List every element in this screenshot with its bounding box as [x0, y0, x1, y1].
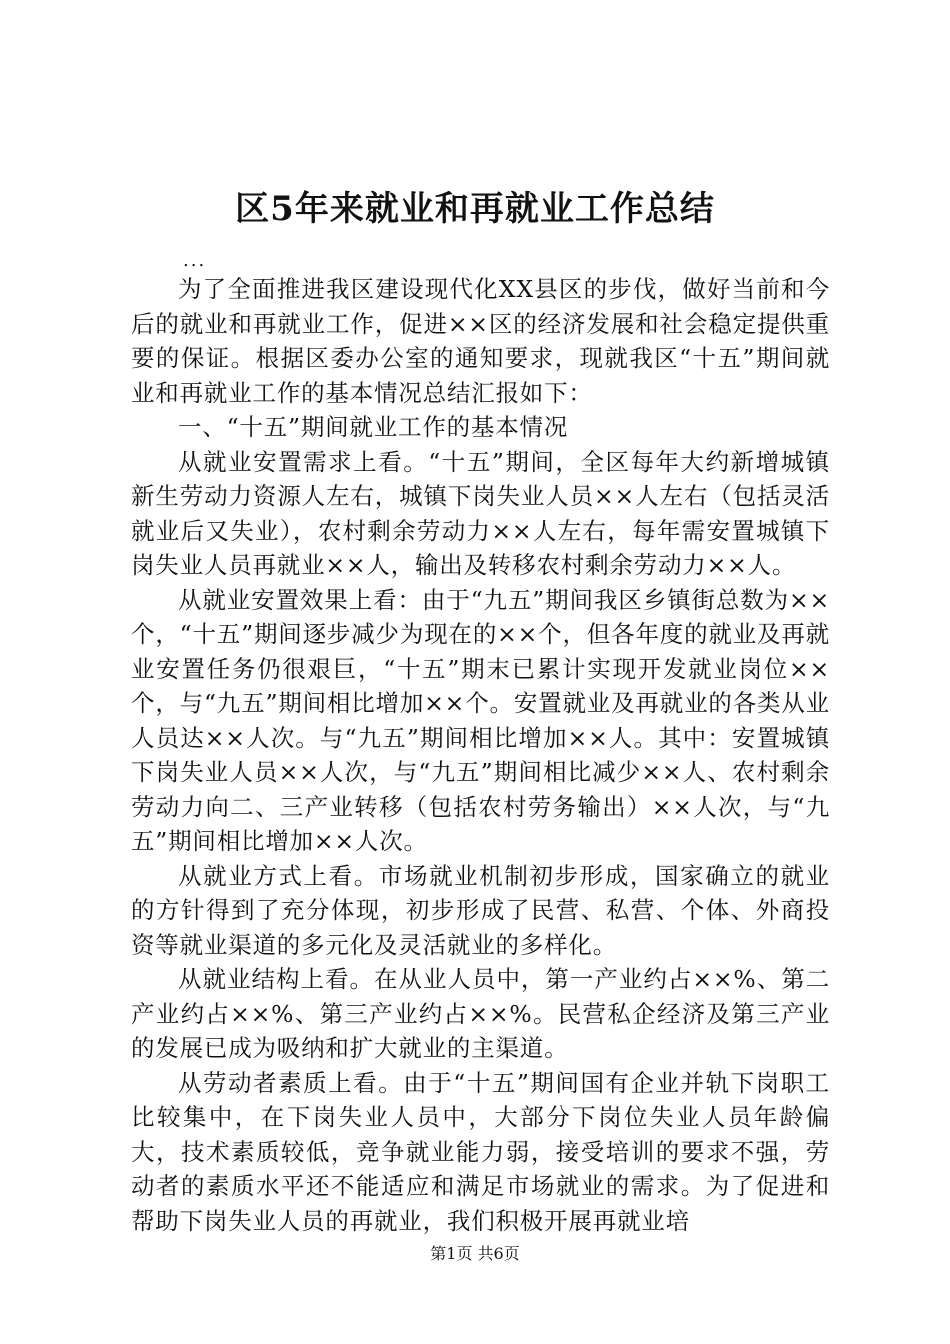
document-title: 区5年来就业和再就业工作总结 — [235, 189, 715, 229]
document-body — [131, 272, 830, 1238]
page-number-footer: 第1页 共6页 — [430, 1244, 520, 1263]
paragraph-demand: 从就业安置需求上看。“十五”期间，全区每年大约新增城镇新生劳动力资源人左右，城镇下岗失业人员××人左右（包括灵活就业后又失业），农村剩余劳动力××人左右，每年需安置城镇下岗失业人员再就业××人，输出及转移农村剩余劳动力××人。 — [131, 447, 830, 579]
paragraph-effect: 从就业安置效果上看：由于“九五”期间我区乡镇街总数为××个，“十五”期间逐步减少为现在的××个，但各年度的就业及再就业安置任务仍很艰巨，“十五”期末已累计实现开发就业岗位××个，与“九五”期间相比增加××个。安置就业及再就业的各类从业人员达××人次。与“九五”期间相比增加××人。其中：安置城镇下岗失业人员××人次，与“九五”期间相比减少××人、农村剩余劳动力向二、三产业转移（包括农村劳务输出）××人次，与“九五”期间相比增加××人次。 — [131, 585, 830, 855]
paragraph-intro: 为了全面推进我区建设现代化XX县区的步伐，做好当前和今后的就业和再就业工作，促进××区的经济发展和社会稳定提供重要的保证。根据区委办公室的通知要求，现就我区“十五”期间就业和再就业工作的基本情况总结汇报如下： — [131, 275, 830, 407]
paragraph-structure: 从就业结构上看。在从业人员中，第一产业约占××%、第二产业约占××%、第三产业约占××%。民营私企经济及第三产业的发展已成为吸纳和扩大就业的主渠道。 — [131, 965, 830, 1062]
paragraph-quality: 从劳动者素质上看。由于“十五”期间国有企业并轨下岗职工比较集中，在下岗失业人员中，大部分下岗位失业人员年龄偏大，技术素质较低，竞争就业能力弱，接受培训的要求不强，劳动者的素质水平还不能适应和满足市场就业的需求。为了促进和帮助下岗失业人员的再就业，我们积极开展再就业培 — [131, 1068, 830, 1235]
ellipsis-marker: ... — [183, 250, 207, 271]
paragraph-method: 从就业方式上看。市场就业机制初步形成，国家确立的就业的方针得到了充分体现，初步形成了民营、私营、个体、外商投资等就业渠道的多元化及灵活就业的多样化。 — [131, 861, 830, 959]
section-heading: 一、“十五”期间就业工作的基本情况 — [178, 413, 569, 441]
